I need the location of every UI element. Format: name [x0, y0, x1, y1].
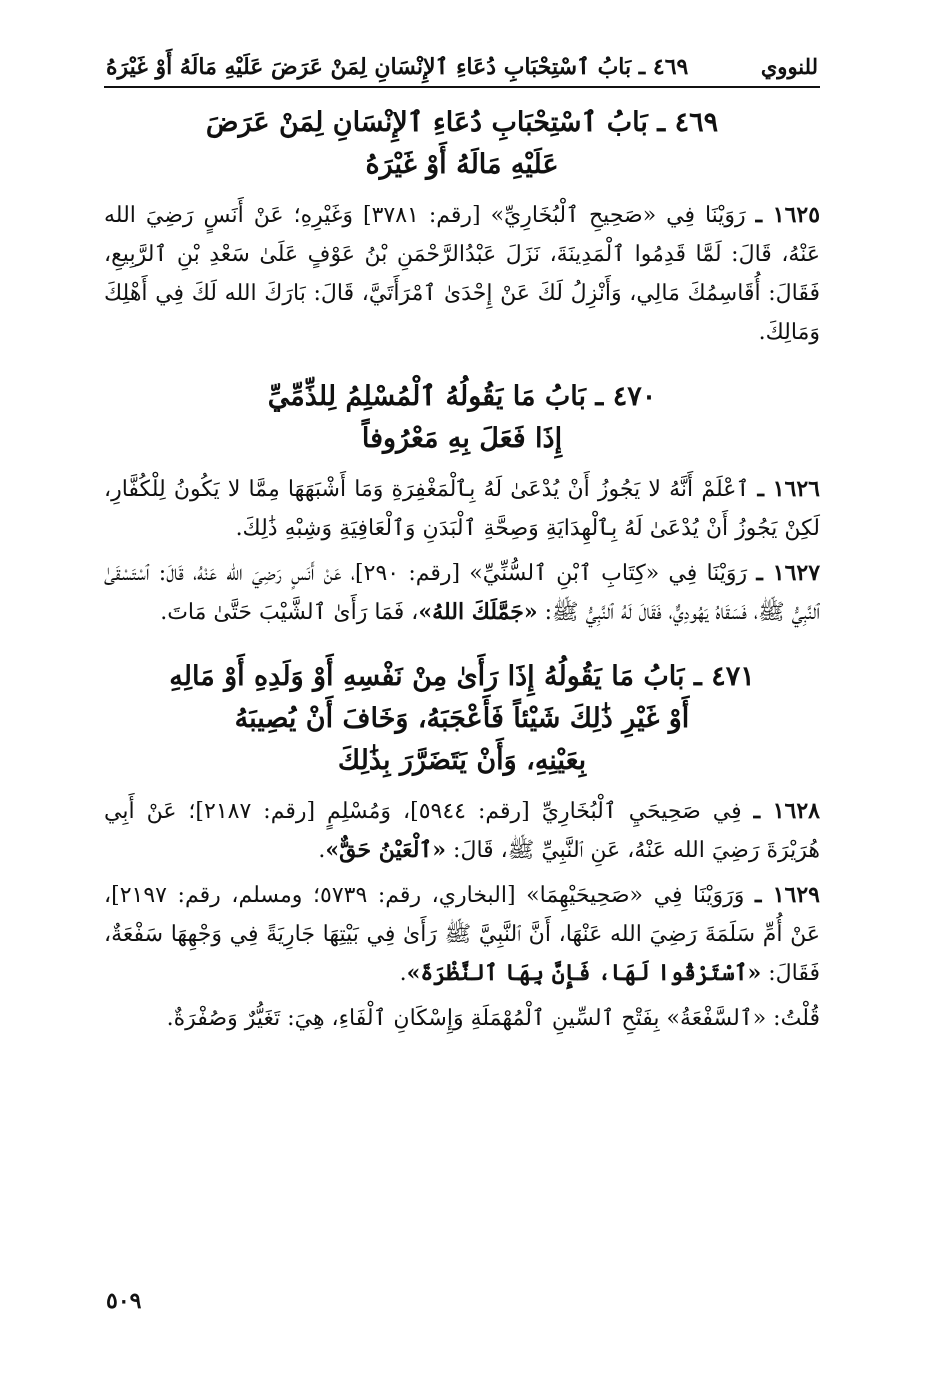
- prophetic-quote: «ٱسْتَرْقُوا لَهَا، فَإِنَّ بِهَا ٱلنَّظْرَةَ»: [406, 960, 762, 986]
- paragraph-1629: [104, 876, 820, 993]
- chapter-heading-line: أَوْ غَيْرِ ذَٰلِكَ شَيْئاً فَأَعْجَبَهُ، وَخَافَ أَنْ يُصِيبَهُ: [234, 703, 690, 734]
- chapter-heading-line: بِعَيْنِهِ، وَأَنْ يَتَضَرَّرَ بِذَٰلِكَ: [337, 745, 587, 776]
- author-note: [104, 999, 820, 1038]
- prophetic-quote: «جَمَّلَكَ اللهُ»: [418, 599, 538, 625]
- paragraph-text: رَوَيْنَا فِي «صَحِيحِ ٱلْبُخَارِيِّ» [رقم: ٣٧٨١] وَغَيْرِهِ؛ عَنْ أَنَسٍ رَضِيَ الله عَنْهُ، قَالَ: لَمَّا قَدِمُوا ٱلْمَدِينَةَ، نَزَلَ عَبْدُالرَّحْمَنِ بْنُ عَوْفٍ عَلَىٰ سَعْدِ بْنِ ٱلرَّبِيعِ، فَقَالَ: أُقَاسِمُكَ مَالِي، وَأَنْزِلُ لَكَ عَنْ إِحْدَىٰ ٱمْرَأَتَيَّ، قَالَ: بَارَكَ الله لَكَ فِي أَهْلِكَ وَمَالِكَ.: [104, 203, 820, 345]
- chapter-heading-line: ٤٧٠ ـ بَابُ مَا يَقُولُهُ ٱلْمُسْلِمُ لِلذِّمِّيِّ: [267, 381, 657, 412]
- header-author: للنووي: [760, 54, 818, 79]
- note-text: قُلْتُ: «ٱلسَّفْعَةُ» بِفَتْحِ ٱلسِّينِ ٱلْمُهْمَلَةِ وَإِسْكَانِ ٱلْفَاءِ، هِيَ: تَغَيُّرٌ وَصُفْرَةٌ.: [166, 1006, 820, 1031]
- running-header: [104, 52, 820, 88]
- hadith-number: ١٦٢٥ ـ: [755, 202, 821, 228]
- paragraph-tail: .: [318, 838, 326, 863]
- book-page: [104, 52, 820, 1044]
- chapter-heading-471: [104, 656, 820, 782]
- paragraph-text: فِي صَحِيحَيِ ٱلْبُخَارِيِّ [رقم: ٥٩٤٤]، وَمُسْلِمٍ [رقم: ٢١٨٧]؛ عَنْ أَبِي هُرَيْرَةَ رَضِيَ الله عَنْهُ، عَنِ ٱلنَّبِيِّ ﷺ، قَالَ:: [104, 799, 820, 863]
- chapter-heading-line: ٤٦٩ ـ بَابُ ٱسْتِحْبَابِ دُعَاءِ ٱلإِنْسَانِ لِمَنْ عَرَضَ: [205, 107, 719, 138]
- paragraph-tail: ، فَمَا رَأَىٰ ٱلشَّيْبَ حَتَّىٰ مَاتَ.: [160, 600, 419, 625]
- chapter-heading-line: عَلَيْهِ مَالَهُ أَوْ غَيْرَهُ: [365, 149, 559, 180]
- chapter-heading-470: [104, 376, 820, 460]
- prophetic-quote: «ٱلْعَيْنُ حَقٌّ»: [325, 837, 447, 863]
- page-number: ٥٠٩: [106, 1288, 142, 1314]
- chapter-heading-line: إِذَا فَعَلَ بِهِ مَعْرُوفاً: [361, 423, 563, 454]
- hadith-number: ١٦٢٩ ـ: [755, 882, 820, 908]
- paragraph-1627: [104, 554, 820, 632]
- paragraph-1628: [104, 792, 820, 870]
- hadith-number: ١٦٢٧ ـ: [756, 560, 821, 586]
- paragraph-1625: [104, 196, 820, 352]
- header-chapter-title: ٤٦٩ ـ بَابُ ٱسْتِحْبَابِ دُعَاءِ ٱلإِنْسَانِ لِمَنْ عَرَضَ عَلَيْهِ مَالَهُ أَوْ غَيْرَهُ: [106, 54, 689, 80]
- paragraph-text: رَوَيْنَا فِي «كِتَابِ ٱبْنِ ٱلسُّنِّيِّ» [رقم: ٢٩٠]، عَنْ أَنَسٍ رَضِيَ الله عَنْهُ، قَالَ: ٱسْتَسْقَىٰ ٱلنَّبِيُّ ﷺ، فَسَقَاهُ يَهُودِيٌّ، فَقَالَ لَهُ ٱلنَّبِيُّ ﷺ:: [104, 561, 820, 625]
- paragraph-text: ٱعْلَمْ أَنَّهُ لا يَجُوزُ أَنْ يُدْعَىٰ لَهُ بِٱلْمَغْفِرَةِ وَمَا أَشْبَهَهَا مِمَّا لا يَكُونُ لِلْكُفَّارِ، لَكِنْ يَجُوزُ أَنْ يُدْعَىٰ لَهُ بِٱلْهِدَايَةِ وَصِحَّةِ ٱلْبَدَنِ وَٱلْعَافِيَةِ وَشِبْهِ ذَٰلِكَ.: [104, 477, 820, 541]
- chapter-heading-line: ٤٧١ ـ بَابُ مَا يَقُولُهُ إِذَا رَأَىٰ مِنْ نَفْسِهِ أَوْ وَلَدِهِ أَوْ مَالِهِ: [169, 661, 755, 692]
- hadith-number: ١٦٢٦ ـ: [757, 476, 820, 502]
- chapter-heading-469: [104, 102, 820, 186]
- hadith-number: ١٦٢٨ ـ: [753, 798, 820, 824]
- paragraph-1626: [104, 470, 820, 548]
- paragraph-text: وَرَوَيْنَا فِي «صَحِيحَيْهِمَا» [البخاري، رقم: ٥٧٣٩؛ ومسلم، رقم: ٢١٩٧]، عَنْ أُمِّ سَلَمَةَ رَضِيَ الله عَنْهَا، أَنَّ ٱلنَّبِيَّ ﷺ رَأَىٰ فِي بَيْتِهَا جَارِيَةً فِي وَجْهِهَا سَفْعَةٌ، فَقَالَ:: [104, 883, 820, 986]
- paragraph-tail: .: [399, 961, 407, 986]
